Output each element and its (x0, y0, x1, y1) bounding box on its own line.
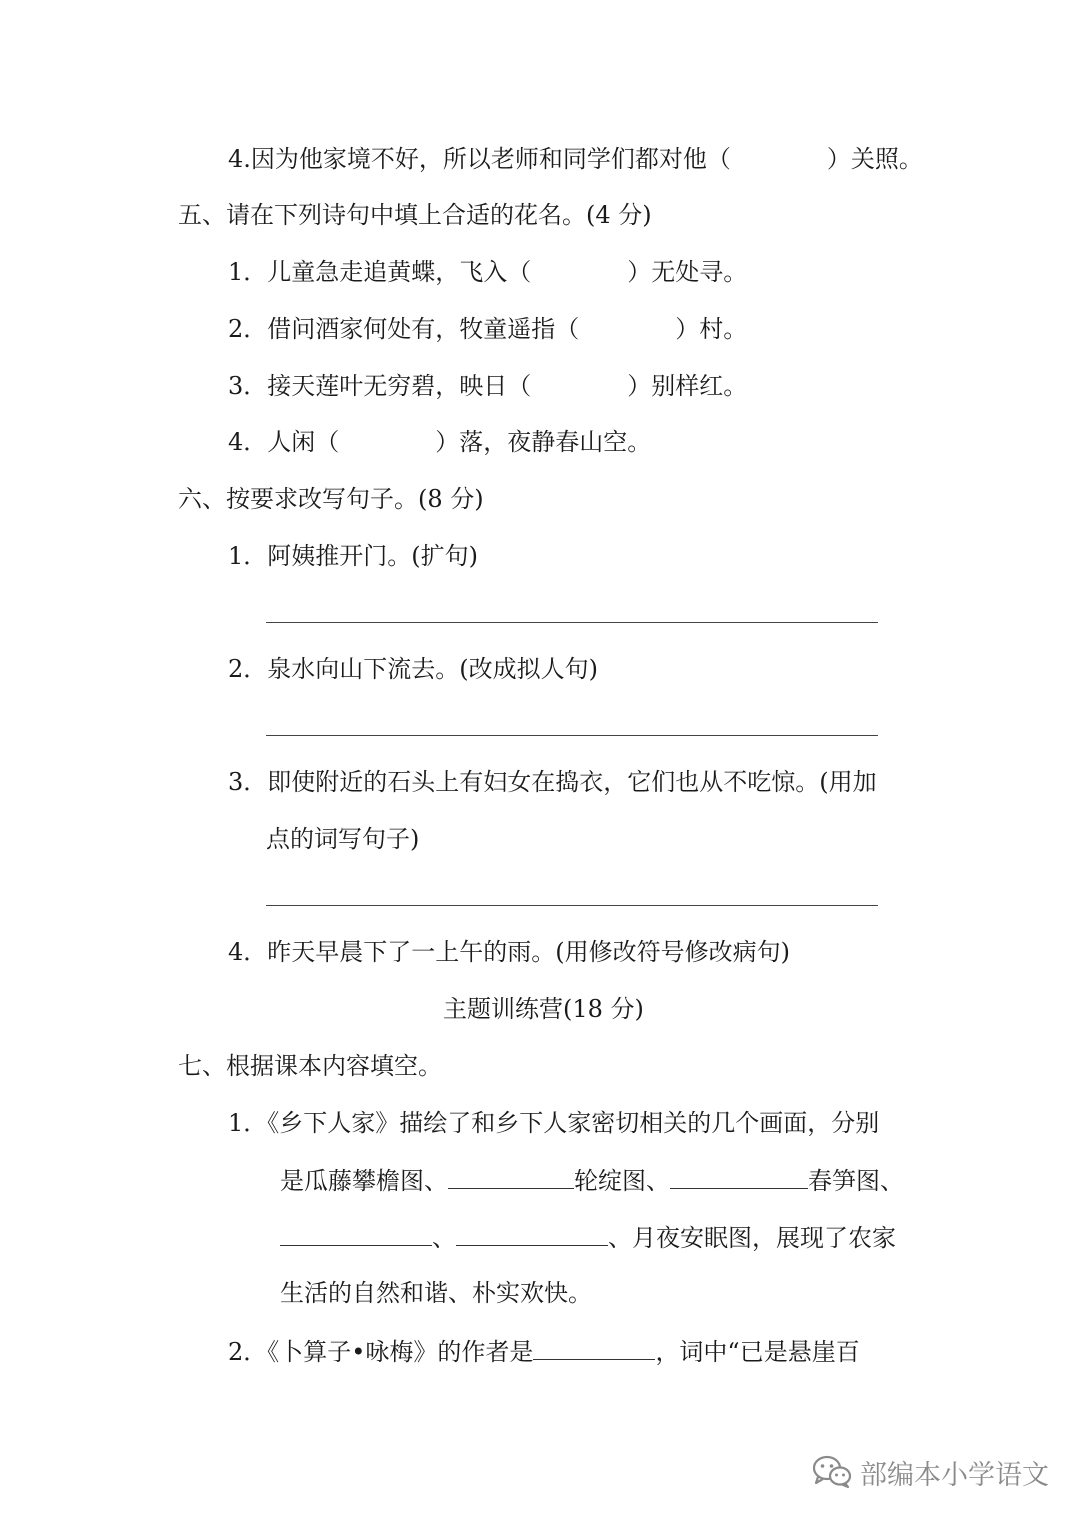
question-text: 4．人闲（ (228, 428, 340, 456)
question-text: 1．儿童急走追黄蝶，飞入（ (228, 258, 532, 286)
question-5-4 (228, 425, 651, 459)
question-text: ）村。 (675, 315, 748, 343)
question-text: ，词中“已是悬崖百 (655, 1338, 860, 1366)
question-text: 春笋图、 (808, 1167, 904, 1195)
question-5-3 (228, 369, 747, 403)
answer-line-6-2[interactable] (266, 735, 878, 736)
question-text: ）落，夜静春山空。 (435, 428, 652, 456)
watermark (812, 1448, 1049, 1496)
fill-blank[interactable] (456, 1219, 608, 1246)
fill-blank[interactable] (280, 1219, 432, 1246)
question-6-2: 2．泉水向山下流去。(改成拟人句) (228, 655, 598, 683)
question-text: 4.因为他家境不好，所以老师和同学们都对他（ (228, 145, 731, 173)
section-7-heading: 七、根据课本内容填空。 (178, 1052, 442, 1080)
question-7-2 (228, 1333, 860, 1369)
question-text: 轮绽图、 (574, 1167, 670, 1195)
answer-line-6-3[interactable] (266, 905, 878, 906)
question-5-2 (228, 312, 747, 346)
question-text: 2．借问酒家何处有，牧童遥指（ (228, 315, 580, 343)
fill-blank[interactable] (670, 1162, 808, 1189)
question-5-1 (228, 255, 747, 289)
question-text: ）关照。 (826, 145, 923, 173)
section-5-heading: 五、请在下列诗句中填上合适的花名。(4 分) (178, 201, 652, 229)
question-text: 3．接天莲叶无穷碧，映日（ (228, 372, 532, 400)
question-text: 、 (432, 1224, 456, 1252)
watermark-text: 部编本小学语文 (860, 1459, 1049, 1491)
question-4-4 (228, 142, 923, 176)
question-7-1-line1: 1．《乡下人家》描绘了和乡下人家密切相关的几个画面，分别 (228, 1109, 880, 1137)
fill-blank[interactable] (448, 1162, 574, 1189)
question-text: ）别样红。 (627, 372, 748, 400)
question-7-1-line3 (280, 1219, 896, 1255)
question-text: 是瓜藤攀檐图、 (280, 1167, 448, 1195)
question-6-1: 1．阿姨推开门。(扩句) (228, 542, 478, 570)
question-7-1-line2 (280, 1162, 904, 1198)
wechat-icon (812, 1454, 852, 1490)
question-6-3-line2: 点的词写句子) (266, 825, 420, 853)
section-6-heading: 六、按要求改写句子。(8 分) (178, 485, 484, 513)
question-6-4: 4．昨天早晨下了一上午的雨。(用修改符号修改病句) (228, 938, 790, 966)
question-text: ）无处寻。 (627, 258, 748, 286)
question-text: 2．《卜算子•咏梅》的作者是 (228, 1338, 534, 1366)
fill-blank[interactable] (533, 1333, 655, 1360)
section-title: 主题训练营(18 分) (443, 995, 644, 1023)
question-6-3-line1: 3．即使附近的石头上有妇女在捣衣，它们也从不吃惊。(用加 (228, 768, 877, 796)
question-text: 、月夜安眠图，展现了农家 (608, 1224, 896, 1252)
answer-line-6-1[interactable] (266, 622, 878, 623)
question-7-1-line4: 生活的自然和谐、朴实欢快。 (280, 1279, 592, 1307)
